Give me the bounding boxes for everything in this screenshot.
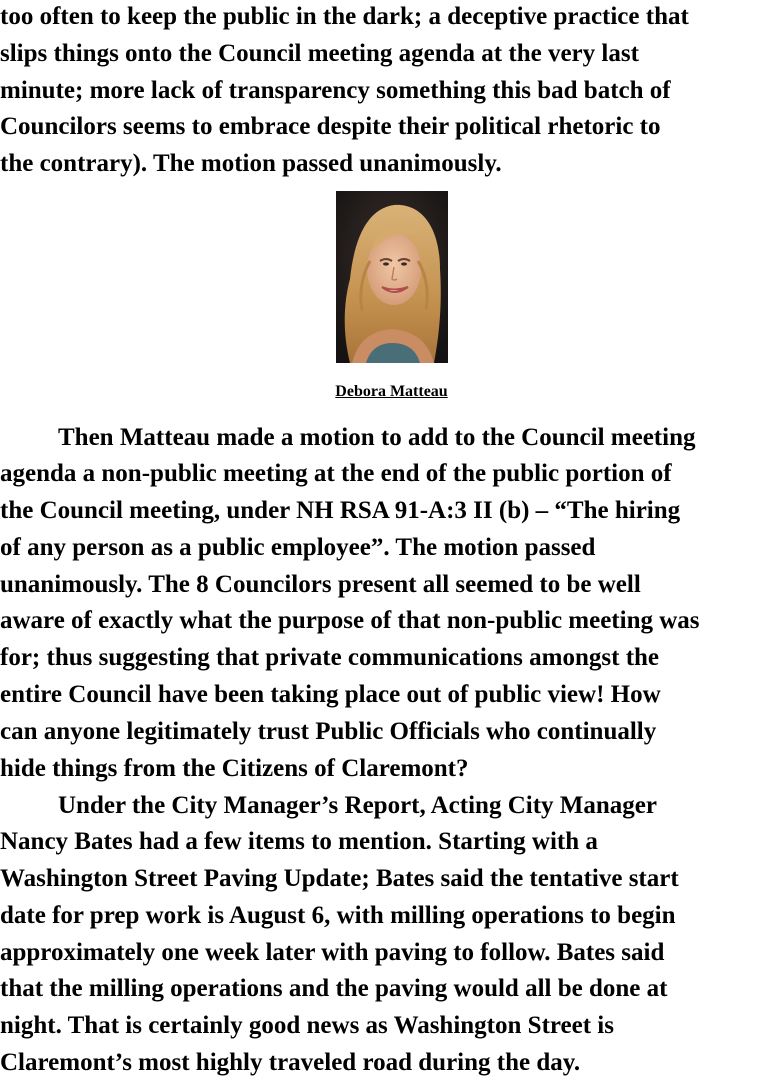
intro-line: Councilors seems to embrace despite their political rhetoric to xyxy=(0,113,661,140)
paragraph-line: that the milling operations and the paving would all be done at xyxy=(0,975,668,1002)
intro-line: too often to keep the public in the dark; a deceptive practice that xyxy=(0,3,689,30)
intro-line: slips things onto the Council meeting agenda at the very last xyxy=(0,40,639,67)
photo-caption-text: Debora Matteau xyxy=(335,383,448,400)
paragraph-line: Under the City Manager’s Report, Acting City Manager xyxy=(58,792,657,819)
paragraph-line: the Council meeting, under NH RSA 91-A:3 II (b) – “The hiring xyxy=(0,497,681,524)
intro-line: minute; more lack of transparency something this bad batch of xyxy=(0,77,671,104)
photo-caption xyxy=(0,382,783,402)
paragraph-line: date for prep work is August 6, with milling operations to begin xyxy=(0,902,676,929)
paragraph-line: unanimously. The 8 Councilors present all seemed to be well xyxy=(0,571,641,598)
paragraph-line: entire Council have been taking place out of public view! How xyxy=(0,681,661,708)
intro-line: the contrary). The motion passed unanimously. xyxy=(0,150,502,177)
portrait-photo xyxy=(336,191,448,363)
paragraph-line: for; thus suggesting that private communications amongst the xyxy=(0,644,660,671)
paragraph-line: Then Matteau made a motion to add to the Council meeting xyxy=(58,424,696,451)
paragraph-line: Washington Street Paving Update; Bates said the tentative start xyxy=(0,865,679,892)
paragraph-line: aware of exactly what the purpose of that non-public meeting was xyxy=(0,607,700,634)
portrait-illustration xyxy=(336,191,448,363)
paragraph-line: night. That is certainly good news as Washington Street is xyxy=(0,1012,614,1039)
paragraph-line: hide things from the Citizens of Claremont? xyxy=(0,755,469,782)
paragraph-line: agenda a non-public meeting at the end of the public portion of xyxy=(0,460,672,487)
paragraph-line: Nancy Bates had a few items to mention. Starting with a xyxy=(0,828,598,855)
paragraph-line: approximately one week later with paving to follow. Bates said xyxy=(0,939,665,966)
paragraph-line: Claremont’s most highly traveled road during the day. xyxy=(0,1049,581,1076)
paragraph-line: can anyone legitimately trust Public Officials who continually xyxy=(0,718,657,745)
paragraph-line: of any person as a public employee”. The motion passed xyxy=(0,534,596,561)
